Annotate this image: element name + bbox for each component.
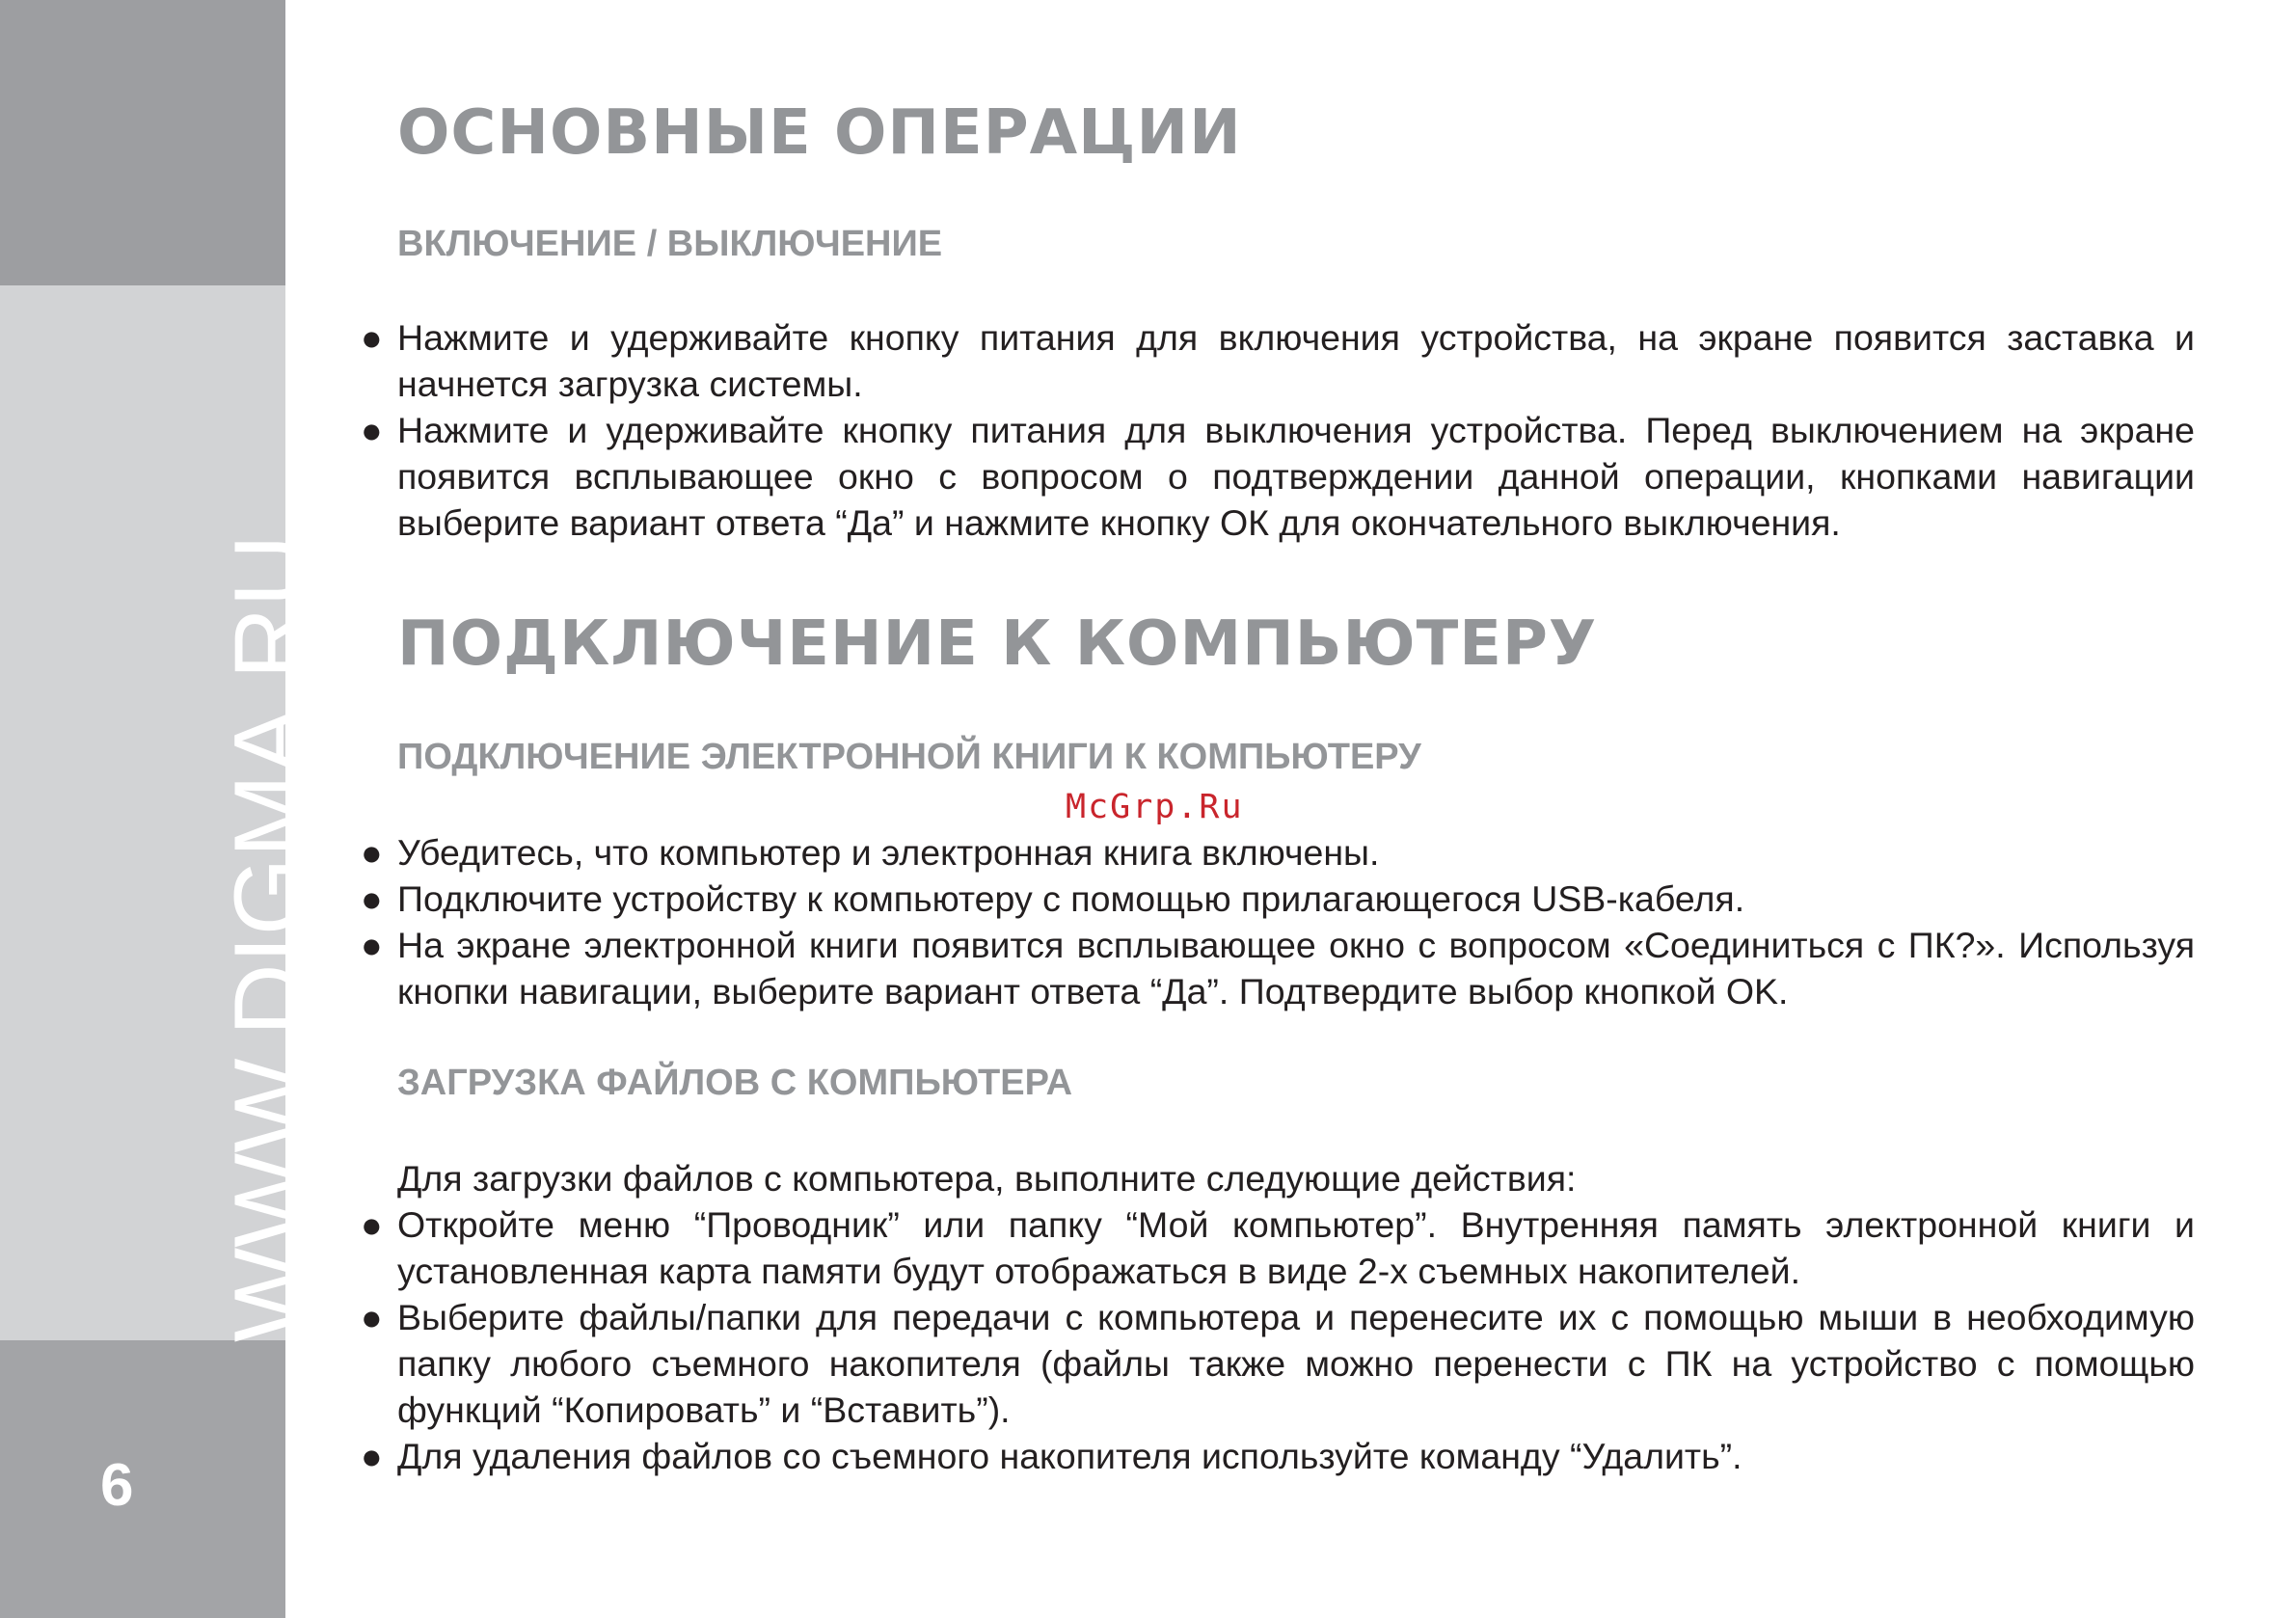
bullet-icon: ●	[361, 925, 383, 965]
list-item-text: Убедитесь, что компьютер и электронная книга включены.	[397, 832, 1380, 873]
list-item	[361, 1201, 2195, 1294]
watermark: McGrp.Ru	[1066, 788, 1244, 826]
bullet-icon: ●	[361, 1436, 383, 1476]
list-item-text: Подключите устройству к компьютеру с помощью прилагающегося USB-кабеля.	[397, 878, 1745, 919]
list-item	[361, 1433, 2195, 1479]
subtitle-ebook-pc-connection: ПОДКЛЮЧЕНИЕ ЭЛЕКТРОННОЙ КНИГИ К КОМПЬЮТЕРУ	[397, 737, 1421, 777]
subtitle-power-on-off: ВКЛЮЧЕНИЕ / ВЫКЛЮЧЕНИЕ	[397, 224, 943, 264]
bullet-icon: ●	[361, 1204, 383, 1245]
list-item	[361, 829, 2195, 876]
sidebar-top-block	[0, 0, 285, 285]
list-item	[361, 922, 2195, 1014]
sidebar-bottom-block	[0, 1340, 285, 1618]
list-item-text: Откройте меню “Проводник” или папку “Мой компьютер”. Внутренняя память электронной книги и установленная карта памяти будут отображаться в виде 2-х съемных накопителей.	[397, 1204, 2195, 1291]
upload-intro: Для загрузки файлов с компьютера, выполните следующие действия:	[397, 1158, 1577, 1199]
list-item-text: На экране электронной книги появится всплывающее окно с вопросом «Соединиться с ПК?». Используя кнопки навигации, выберите вариант ответа “Да”. Подтвердите выбор кнопкой OK.	[397, 925, 2195, 1011]
upload-instructions	[361, 1155, 2195, 1479]
list-item	[361, 1294, 2195, 1433]
list-item-text: Для удаления файлов со съемного накопителя используйте команду “Удалить”.	[397, 1436, 1742, 1476]
connection-instructions	[361, 829, 2195, 1014]
list-item	[361, 314, 2195, 407]
list-item-text: Нажмите и удерживайте кнопку питания для выключения устройства. Перед выключением на экране появится всплывающее окно с вопросом о подтверждении данной операции, кнопками навигации выберите вариант ответа “Да” и нажмите кнопку ОК для окончательного выключения.	[397, 410, 2195, 543]
bullet-icon: ●	[361, 878, 383, 919]
list-item-text: Нажмите и удерживайте кнопку питания для включения устройства, на экране появится заставка и начнется загрузка системы.	[397, 317, 2195, 404]
bullet-icon: ●	[361, 1297, 383, 1337]
list-item-text: Выберите файлы/папки для передачи с компьютера и перенесите их с помощью мыши в необходимую папку любого съемного накопителя (файлы также можно перенести с ПК на устройство с помощью функций “Копировать” и “Вставить”).	[397, 1297, 2195, 1430]
list-item	[361, 407, 2195, 546]
bullet-icon: ●	[361, 410, 383, 450]
section-title-basic-operations: ОСНОВНЫЕ ОПЕРАЦИИ	[397, 97, 1242, 169]
section-title-pc-connection: ПОДКЛЮЧЕНИЕ К КОМПЬЮТЕРУ	[397, 608, 1598, 680]
subtitle-file-upload: ЗАГРУЗКА ФАЙЛОВ С КОМПЬЮТЕРА	[397, 1063, 1073, 1103]
bullet-icon: ●	[361, 832, 383, 873]
list-item	[361, 876, 2195, 922]
bullet-icon: ●	[361, 317, 383, 358]
page-number: 6	[100, 1452, 134, 1519]
site-url: WWW.DIGMA.RU	[214, 534, 326, 1342]
power-instructions	[361, 314, 2195, 546]
